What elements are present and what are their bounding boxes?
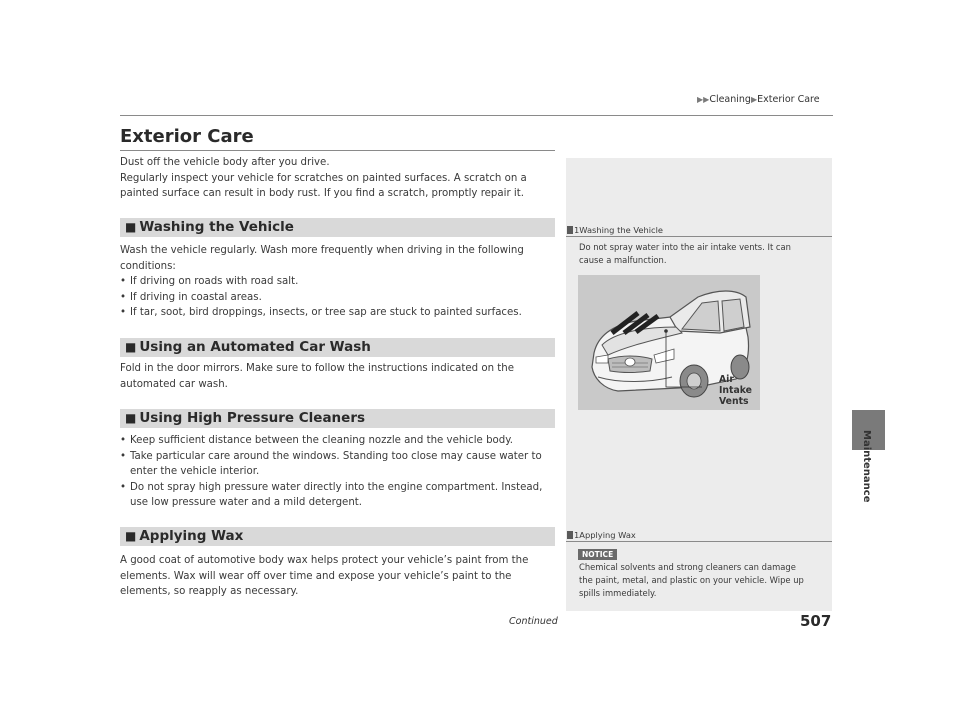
list-item-text: If tar, soot, bird droppings, insects, or tree sap are stuck to painted surfaces. bbox=[130, 307, 522, 319]
sidebar-note-title-wax[interactable] bbox=[567, 530, 636, 540]
note-line: Do not spray water into the air intake vents. It can bbox=[579, 242, 791, 252]
double-arrow-icon: ▶▶ bbox=[697, 95, 710, 104]
list-item-text: If driving in coastal areas. bbox=[130, 291, 262, 303]
section-title-automated: Using an Automated Car Wash bbox=[139, 339, 371, 355]
wax-line: elements. Wax will wear off over time and expose your vehicle’s paint to the bbox=[120, 570, 512, 582]
list-item-text: If driving on roads with road salt. bbox=[130, 276, 299, 288]
arrow-icon: ▶ bbox=[750, 95, 758, 104]
callout-line: Intake bbox=[718, 385, 752, 396]
square-bullet-icon: ■ bbox=[125, 220, 137, 234]
section-header-automated bbox=[120, 338, 555, 357]
title-divider bbox=[120, 150, 555, 151]
bullet-icon: • bbox=[120, 276, 127, 288]
note-title-text: Washing the Vehicle bbox=[579, 225, 664, 235]
note-line: Chemical solvents and strong cleaners can damage bbox=[579, 562, 796, 572]
note-ref-number: 1 bbox=[574, 530, 580, 540]
automated-body bbox=[120, 361, 555, 392]
header-divider bbox=[120, 115, 833, 116]
list-item-text: Do not spray high pressure water directly into the engine compartment. Instead, bbox=[130, 481, 543, 493]
intro-line: Regularly inspect your vehicle for scratches on painted surfaces. A scratch on a bbox=[120, 172, 527, 184]
square-bullet-icon: ■ bbox=[125, 529, 137, 543]
reference-marker-icon bbox=[567, 531, 573, 539]
list-item bbox=[120, 480, 555, 496]
automated-line: Fold in the door mirrors. Make sure to follow the instructions indicated on the bbox=[120, 363, 514, 374]
section-header-high-pressure bbox=[120, 409, 555, 428]
notice-badge: NOTICE bbox=[578, 549, 617, 560]
breadcrumb bbox=[697, 94, 820, 105]
list-item bbox=[120, 290, 555, 306]
sidebar-note-title-washing[interactable] bbox=[567, 225, 663, 235]
note-title-text: Applying Wax bbox=[579, 530, 636, 540]
section-header-wax bbox=[120, 527, 555, 546]
intro-line: painted surface can result in body rust. If you find a scratch, promptly repair it. bbox=[120, 188, 524, 200]
washing-lead-line: conditions: bbox=[120, 260, 176, 272]
list-item bbox=[120, 305, 555, 321]
list-item bbox=[120, 274, 555, 290]
list-item bbox=[120, 449, 555, 465]
wax-line: A good coat of automotive body wax helps protect your vehicle’s paint from the bbox=[120, 555, 529, 566]
chapter-tab-label[interactable]: Maintenance bbox=[861, 430, 872, 503]
intro-paragraph bbox=[120, 155, 555, 202]
washing-note-text bbox=[579, 241, 791, 267]
list-item-text: Keep sufficient distance between the cleaning nozzle and the vehicle body. bbox=[130, 435, 514, 446]
bullet-icon: • bbox=[120, 481, 127, 493]
high-pressure-body bbox=[120, 433, 555, 511]
intro-line: Dust off the vehicle body after you drive. bbox=[120, 157, 330, 168]
wax-line: elements, so reapply as necessary. bbox=[120, 586, 299, 598]
bullet-icon: • bbox=[120, 435, 127, 446]
washing-lead-line: Wash the vehicle regularly. Wash more frequently when driving in the following bbox=[120, 245, 524, 256]
continued-label: Continued bbox=[509, 616, 558, 627]
list-item bbox=[120, 433, 555, 449]
callout-line: Vents bbox=[718, 396, 749, 407]
wax-body bbox=[120, 553, 555, 600]
section-title-high-pressure: Using High Pressure Cleaners bbox=[139, 410, 366, 426]
square-bullet-icon: ■ bbox=[125, 411, 137, 425]
breadcrumb-item-cleaning[interactable]: Cleaning bbox=[709, 94, 751, 105]
note-line: the paint, metal, and plastic on your vehicle. Wipe up bbox=[579, 575, 804, 586]
page-title: Exterior Care bbox=[120, 126, 254, 147]
note-line: spills immediately. bbox=[579, 588, 657, 599]
bullet-icon: • bbox=[120, 291, 127, 303]
figure-callout-label bbox=[719, 374, 752, 407]
section-title-wax: Applying Wax bbox=[139, 528, 244, 544]
note-divider bbox=[566, 236, 832, 237]
bullet-icon: • bbox=[120, 307, 127, 319]
note-divider bbox=[566, 541, 832, 542]
wax-note-text bbox=[579, 561, 804, 601]
page-number: 507 bbox=[800, 612, 832, 630]
list-item-continuation: use low pressure water and a mild detergent. bbox=[130, 497, 363, 509]
section-header-washing bbox=[120, 218, 555, 237]
vehicle-air-intake-figure bbox=[578, 275, 760, 410]
list-item-continuation: enter the vehicle interior. bbox=[130, 466, 260, 478]
note-line: cause a malfunction. bbox=[579, 255, 667, 266]
section-title-washing: Washing the Vehicle bbox=[139, 219, 294, 235]
breadcrumb-item-exterior-care[interactable]: Exterior Care bbox=[757, 94, 820, 105]
square-bullet-icon: ■ bbox=[125, 340, 137, 354]
bullet-icon: • bbox=[120, 450, 127, 462]
automated-line: automated car wash. bbox=[120, 378, 228, 390]
note-ref-number: 1 bbox=[574, 225, 580, 235]
reference-marker-icon bbox=[567, 226, 573, 234]
washing-body bbox=[120, 243, 555, 321]
callout-line: Air bbox=[718, 374, 734, 385]
list-item-text: Take particular care around the windows. Standing too close may cause water to bbox=[130, 450, 542, 462]
